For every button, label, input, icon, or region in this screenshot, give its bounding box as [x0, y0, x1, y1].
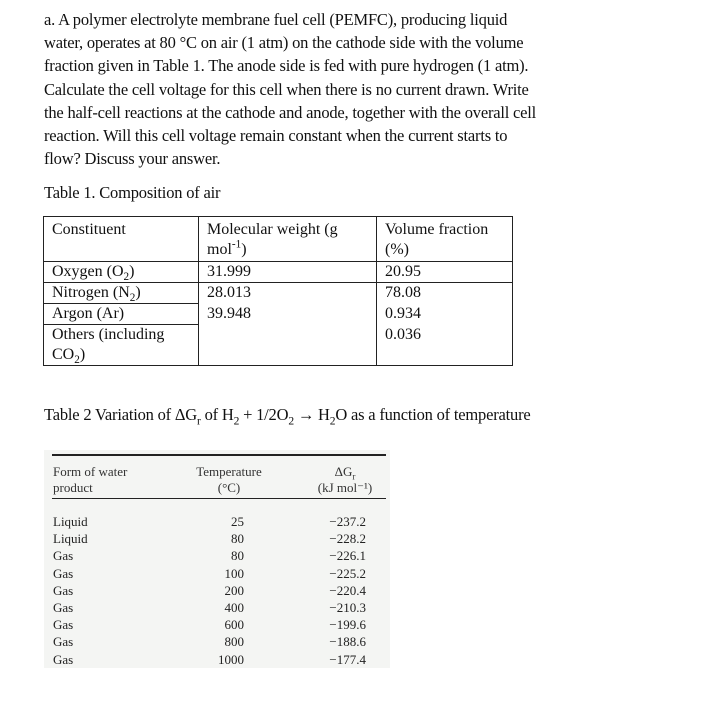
question-line: reaction. Will this cell voltage remain constant when the current starts to — [44, 126, 508, 146]
air-composition-table — [43, 216, 513, 366]
table-cell: Gas — [53, 634, 74, 650]
table-cell: Liquid — [53, 514, 88, 529]
table-cell: 200 — [224, 582, 244, 598]
table-cell: 400 — [224, 599, 244, 615]
table-header-row — [44, 217, 513, 262]
header-constituent: Constituent — [44, 217, 199, 262]
question-line: the half-cell reactions at the cathode and anode, together with the overall cell — [44, 102, 537, 122]
table-cell: 80 — [231, 548, 244, 564]
table-row: Nitrogen $(N_2)$ 28.013 78.08 — [44, 283, 513, 304]
table-cell: Gas — [53, 548, 74, 564]
table-cell: −220.4 — [329, 582, 366, 598]
column-temperature — [194, 513, 244, 668]
table-cell: −199.6 — [329, 617, 366, 633]
table-cell: 80 — [231, 531, 244, 547]
table-cell: −226.1 — [329, 548, 366, 564]
question-line: flow? Discuss your answer. — [44, 149, 221, 169]
table-cell: Gas — [53, 651, 74, 667]
header-delta-g: $\Delta G_r$ (kJ mol⁻¹) — [317, 464, 373, 495]
question-line: fraction given in Table 1. The anode side is fed with pure hydrogen (1 atm). — [44, 56, 529, 76]
table1-caption: Table 1. Composition of air — [44, 183, 221, 202]
table-cell: −210.3 — [329, 599, 366, 615]
column-delta-g — [306, 513, 366, 668]
header-molecular-weight: Molecular weight (g mol$^{-1}$) — [199, 217, 377, 262]
header-form: Form of water product — [53, 464, 128, 495]
table-top-rule — [52, 454, 386, 456]
question-line: a. A polymer electrolyte membrane fuel cell (PEMFC), producing liquid — [44, 10, 508, 29]
header-temperature: Temperature (°C) — [196, 464, 262, 495]
question-line: Calculate the cell voltage for this cell when there is no current drawn. Write — [44, 79, 529, 99]
table-cell: Gas — [53, 617, 74, 633]
table-cell: Gas — [53, 599, 74, 615]
table-cell: −228.2 — [329, 531, 366, 547]
table-row: Oxygen $(O_2)$ 31.999 20.95 — [44, 262, 513, 283]
table-cell: Gas — [53, 582, 74, 598]
gibbs-energy-table — [44, 450, 390, 668]
table-cell: −188.6 — [329, 634, 366, 650]
table-cell: 100 — [224, 565, 244, 581]
table-row: Others (including $CO_2$) 0.036 — [44, 325, 513, 366]
table-cell: −225.2 — [329, 565, 366, 581]
table-cell: −237.2 — [329, 514, 366, 529]
column-form — [53, 513, 88, 668]
table-header-rule — [52, 498, 386, 499]
table-row: Argon (Ar) 39.948 0.934 — [44, 304, 513, 325]
table-cell: 1000 — [218, 651, 244, 667]
header-volume-fraction: Volume fraction (%) — [377, 217, 513, 262]
table-cell: Gas — [53, 565, 74, 581]
table-cell: 25 — [231, 514, 244, 529]
table-cell: −177.4 — [329, 651, 366, 667]
table-cell: 800 — [224, 634, 244, 650]
table2-caption: Table 2 Variation of $\Delta G_r$ of $H_2 + 1/2O_2 \to H_2O$ as a function of temperature — [44, 405, 531, 428]
question-line: water, operates at 80 °C on air (1 atm) on the cathode side with the volume — [44, 33, 524, 53]
table-cell: Liquid — [53, 531, 88, 547]
table-cell: 600 — [224, 617, 244, 633]
question-paragraph — [44, 8, 684, 170]
